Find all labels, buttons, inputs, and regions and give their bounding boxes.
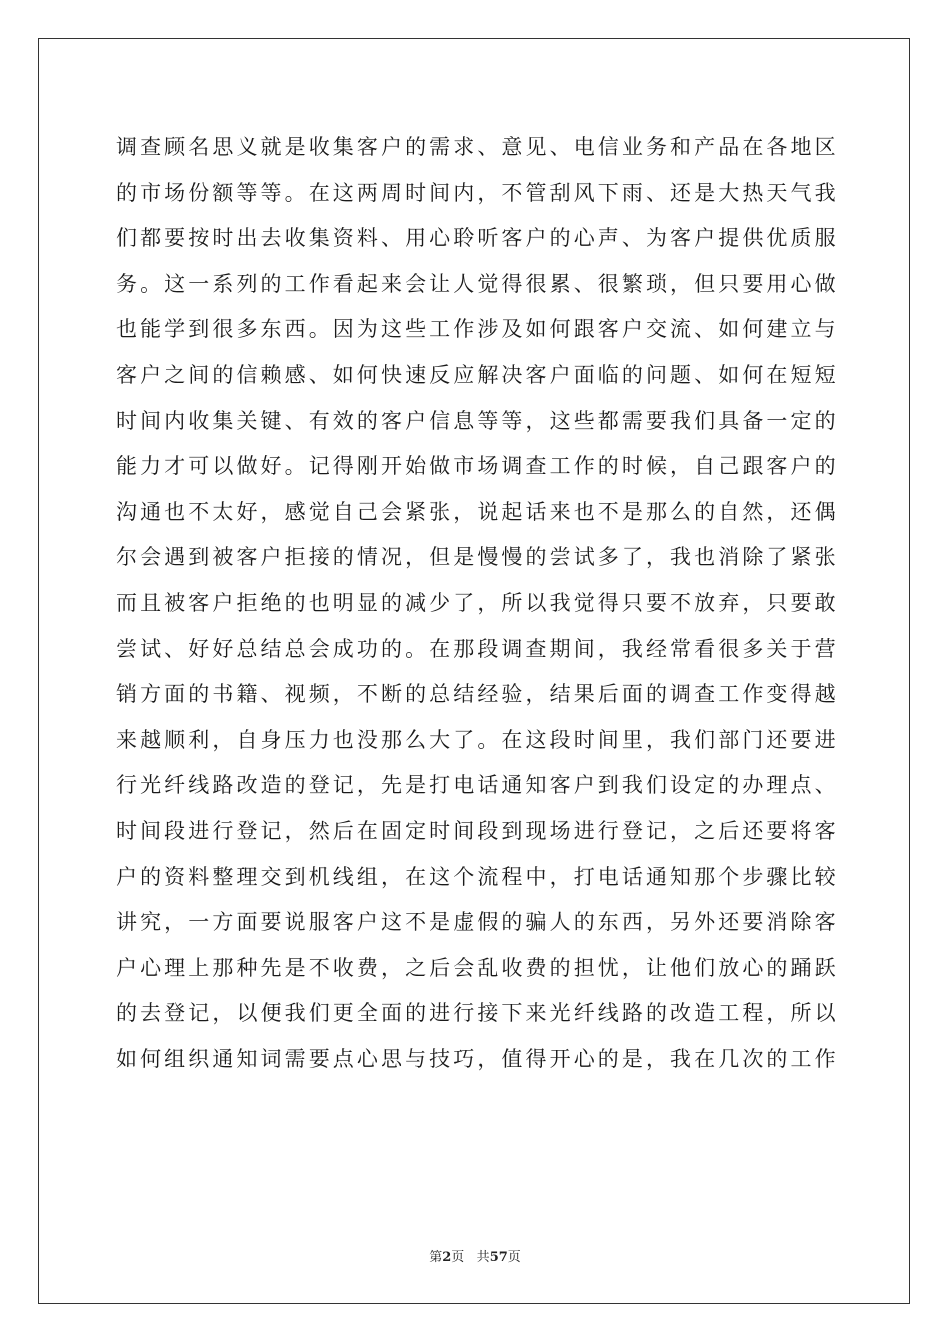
text-line-15: 行光纤线路改造的登记，先是打电话通知客户到我们设定的办理点、 [116, 773, 836, 798]
text-line-12: 尝试、好好总结总会成功的。在那段调查期间，我经常看很多关于营 [116, 636, 836, 661]
text-line-17: 户的资料整理交到机线组，在这个流程中，打电话通知那个步骤比较 [116, 864, 836, 889]
total-prefix: 共 [476, 1250, 490, 1265]
text-line-21: 如何组织通知词需要点心思与技巧，值得开心的是，我在几次的工作 [116, 1046, 836, 1071]
text-line-5: 也能学到很多东西。因为这些工作涉及如何跟客户交流、如何建立与 [116, 317, 836, 342]
text-line-16: 时间段进行登记，然后在固定时间段到现场进行登记，之后还要将客 [116, 818, 836, 843]
text-line-7: 时间内收集关键、有效的客户信息等等，这些都需要我们具备一定的 [116, 408, 836, 433]
text-line-4: 务。这一系列的工作看起来会让人觉得很累、很繁琐，但只要用心做 [116, 271, 836, 296]
page-footer [0, 1246, 950, 1265]
text-line-20: 的去登记，以便我们更全面的进行接下来光纤线路的改造工程，所以 [116, 1001, 836, 1026]
text-line-1: 调查顾名思义就是收集客户的需求、意见、电信业务和产品在各地区 [116, 135, 836, 159]
total-suffix: 页 [507, 1250, 521, 1265]
text-line-2: 的市场份额等等。在这两周时间内，不管刮风下雨、还是大热天气我 [116, 180, 836, 205]
text-line-11: 而且被客户拒绝的也明显的减少了，所以我觉得只要不放弃，只要敢 [116, 590, 836, 615]
text-line-8: 能力才可以做好。记得刚开始做市场调查工作的时候，自己跟客户的 [116, 454, 836, 479]
text-line-14: 来越顺利，自身压力也没那么大了。在这段时间里，我们部门还要进 [116, 727, 836, 752]
page-number: 2 [442, 1250, 452, 1265]
page-suffix: 页 [451, 1250, 465, 1265]
text-line-18: 讲究，一方面要说服客户这不是虚假的骗人的东西，另外还要消除客 [116, 910, 836, 935]
text-line-10: 尔会遇到被客户拒接的情况，但是慢慢的尝试多了，我也消除了紧张 [116, 545, 836, 570]
text-line-19: 户心理上那种先是不收费，之后会乱收费的担忧，让他们放心的踊跃 [116, 955, 836, 980]
total-pages: 57 [489, 1250, 508, 1265]
text-line-6: 客户之间的信赖感、如何快速反应解决客户面临的问题、如何在短短 [116, 362, 836, 387]
text-line-3: 们都要按时出去收集资料、用心聆听客户的心声、为客户提供优质服 [116, 226, 836, 251]
text-line-13: 销方面的书籍、视频，不断的总结经验，结果后面的调查工作变得越 [116, 682, 836, 707]
page-prefix: 第 [429, 1250, 443, 1265]
document-body [116, 125, 836, 1082]
text-line-9: 沟通也不太好，感觉自己会紧张，说起话来也不是那么的自然，还偶 [116, 499, 836, 524]
